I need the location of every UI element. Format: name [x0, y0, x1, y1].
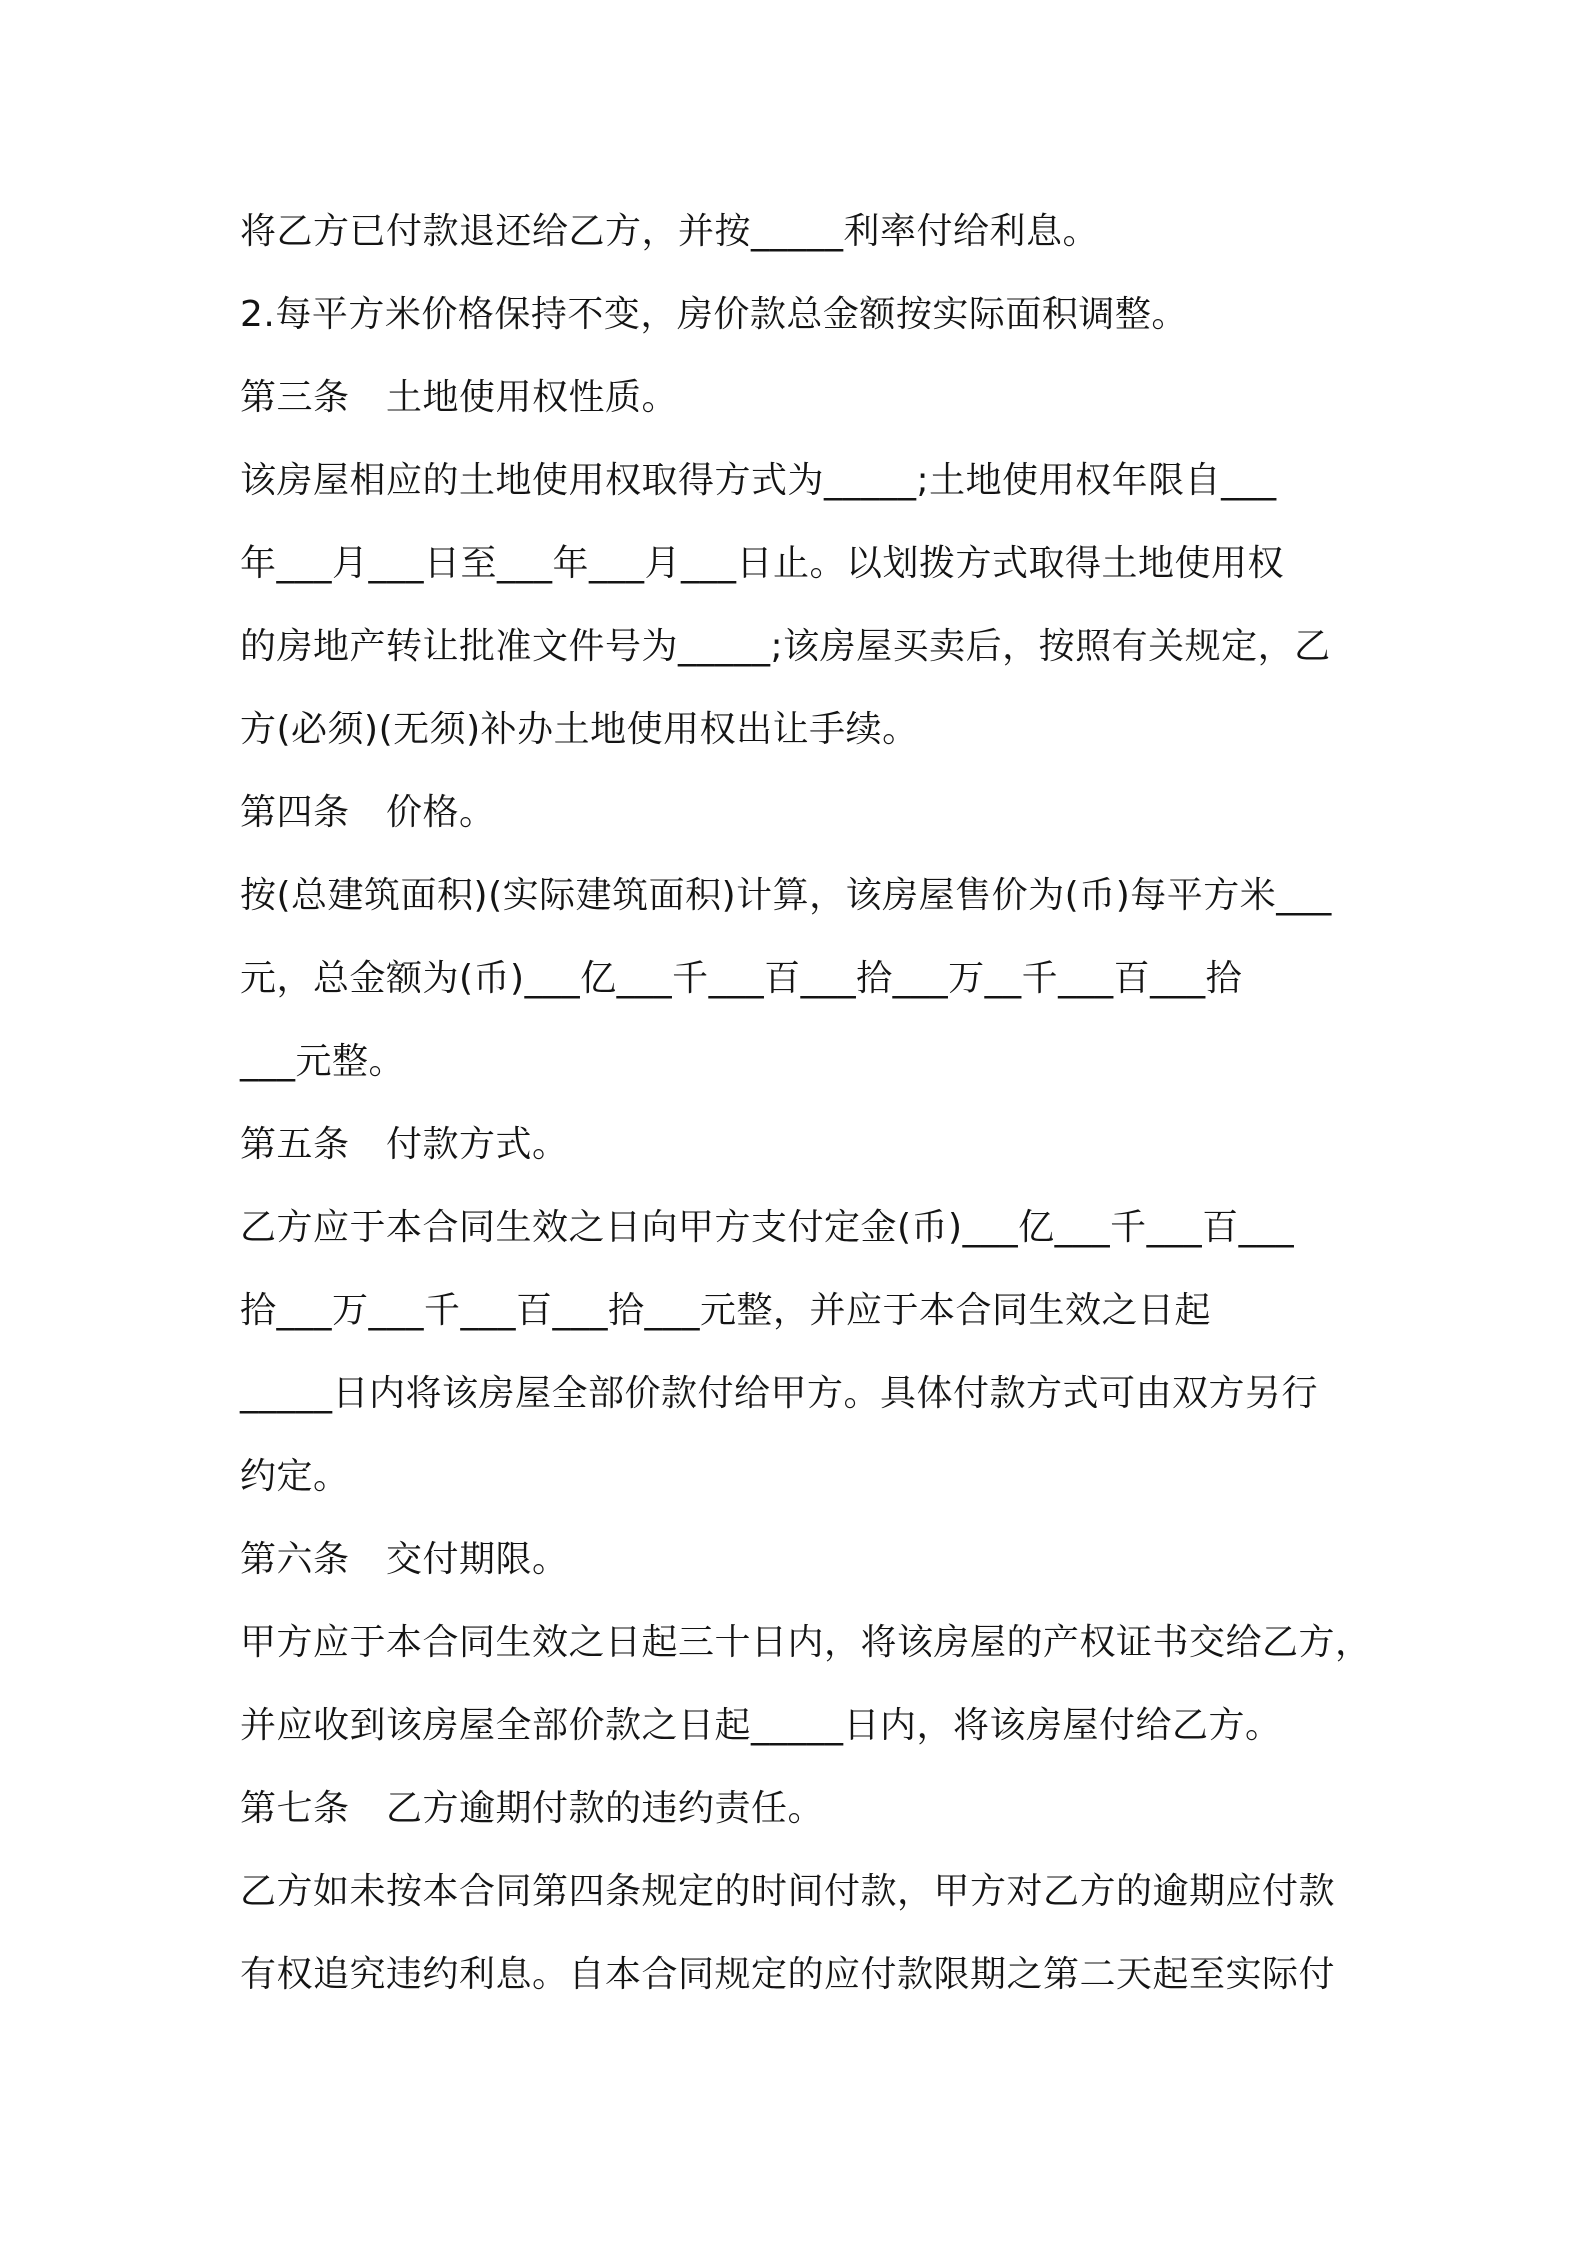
- paragraph-line: 约定。: [240, 1456, 350, 1497]
- article-heading: 第七条 乙方逾期付款的违约责任。: [240, 1788, 825, 1829]
- article-heading: 第三条 土地使用权性质。: [240, 377, 679, 418]
- paragraph-line: 的房地产转让批准文件号为_____;该房屋买卖后，按照有关规定，乙: [240, 626, 1331, 667]
- paragraph-line: 按(总建筑面积)(实际建筑面积)计算，该房屋售价为(币)每平方米___: [240, 875, 1332, 916]
- paragraph-line: 甲方应于本合同生效之日起三十日内，将该房屋的产权证书交给乙方，: [240, 1622, 1372, 1663]
- paragraph-line: 拾___万___千___百___拾___元整，并应于本合同生效之日起: [240, 1290, 1212, 1331]
- paragraph-line: 2.每平方米价格保持不变，房价款总金额按实际面积调整。: [240, 294, 1188, 335]
- paragraph-line: 有权追究违约利息。自本合同规定的应付款限期之第二天起至实际付: [240, 1954, 1336, 1995]
- paragraph-line: 方(必须)(无须)补办土地使用权出让手续。: [240, 709, 919, 750]
- paragraph-line: 将乙方已付款退还给乙方，并按_____利率付给利息。: [240, 211, 1100, 252]
- contract-body: [240, 190, 1390, 2016]
- paragraph-line: 年___月___日至___年___月___日止。以划拨方式取得土地使用权: [240, 543, 1285, 584]
- paragraph-line: 乙方如未按本合同第四条规定的时间付款，甲方对乙方的逾期应付款: [240, 1871, 1336, 1912]
- paragraph-line: 并应收到该房屋全部价款之日起_____日内，将该房屋付给乙方。: [240, 1705, 1282, 1746]
- paragraph-line: 元，总金额为(币)___亿___千___百___拾___万__千___百___拾: [240, 958, 1243, 999]
- article-heading: 第五条 付款方式。: [240, 1124, 569, 1165]
- paragraph-line: 该房屋相应的土地使用权取得方式为_____;土地使用权年限自___: [240, 460, 1277, 501]
- article-heading: 第四条 价格。: [240, 792, 496, 833]
- paragraph-line: ___元整。: [240, 1041, 406, 1082]
- article-heading: 第六条 交付期限。: [240, 1539, 569, 1580]
- paragraph-line: 乙方应于本合同生效之日向甲方支付定金(币)___亿___千___百___: [240, 1207, 1295, 1248]
- paragraph-line: _____日内将该房屋全部价款付给甲方。具体付款方式可由双方另行: [240, 1373, 1319, 1414]
